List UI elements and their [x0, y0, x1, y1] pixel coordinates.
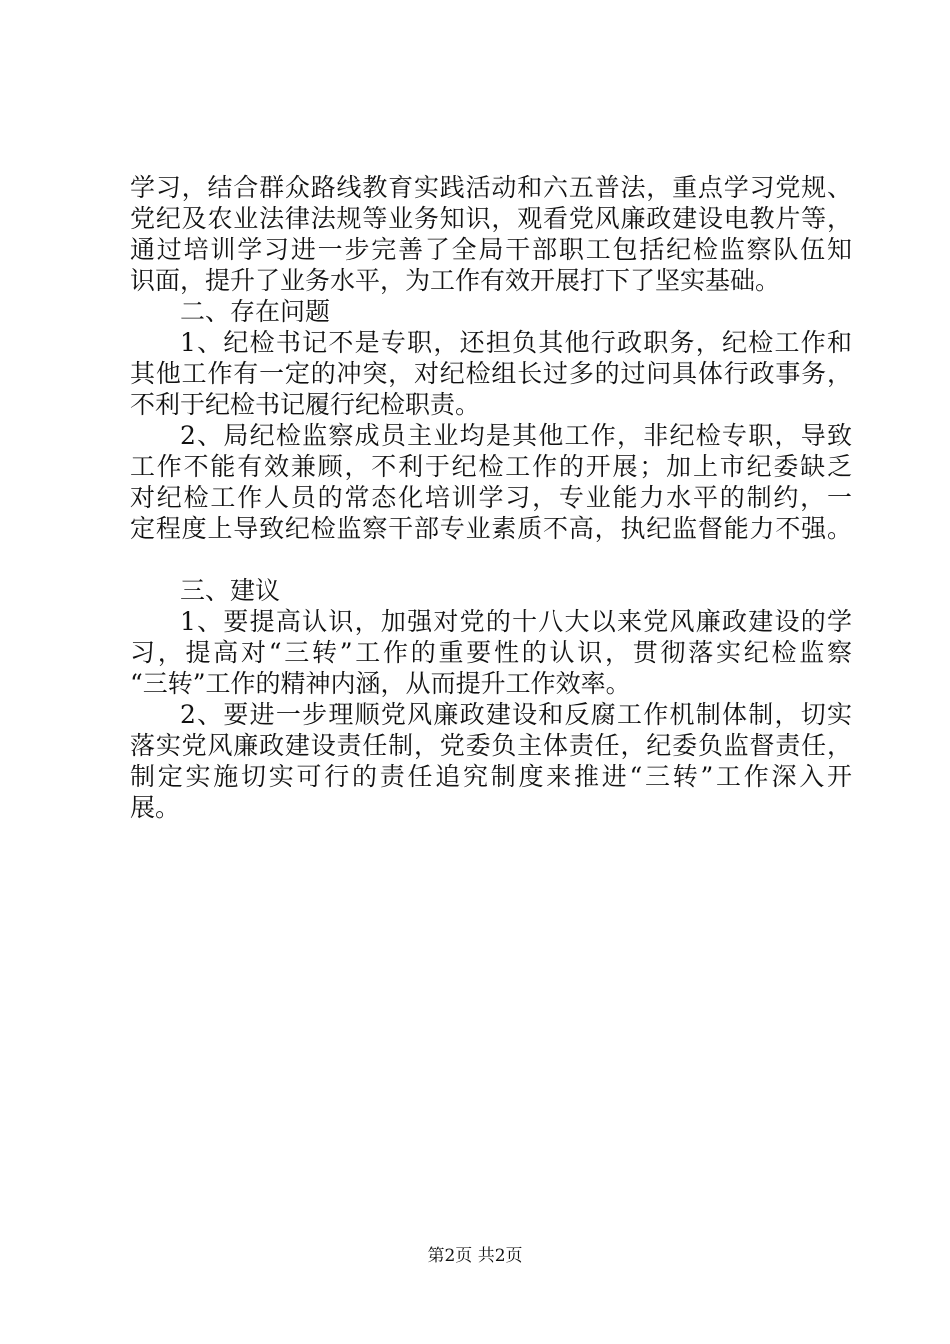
paragraph-line: 工作不能有效兼顾，不利于纪检工作的开展；加上市纪委缺乏 [130, 452, 852, 481]
blank-line [130, 544, 852, 575]
paragraph-line: 习，提高对“三转”工作的重要性的认识，贯彻落实纪检监察 [130, 638, 852, 667]
paragraph-line: “三转”工作的精神内涵，从而提升工作效率。 [130, 669, 631, 698]
section-heading-problems: 二、存在问题 [180, 297, 331, 326]
paragraph-line: 1、要提高认识，加强对党的十八大以来党风廉政建设的学 [180, 607, 852, 636]
paragraph-line: 通过培训学习进一步完善了全局干部职工包括纪检监察队伍知 [130, 235, 852, 264]
paragraph-line: 2、要进一步理顺党风廉政建设和反腐工作机制体制，切实 [180, 700, 852, 729]
paragraph-line: 定程度上导致纪检监察干部专业素质不高，执纪监督能力不强。 [130, 514, 852, 543]
paragraph-line: 学习，结合群众路线教育实践活动和六五普法，重点学习党规、 [130, 173, 852, 202]
paragraph-line: 党纪及农业法律法规等业务知识，观看党风廉政建设电教片等， [130, 204, 852, 233]
paragraph-line: 对纪检工作人员的常态化培训学习，专业能力水平的制约，一 [130, 483, 852, 512]
document-body [130, 172, 852, 823]
paragraph-line: 不利于纪检书记履行纪检职责。 [130, 390, 481, 419]
paragraph-line: 落实党风廉政建设责任制，党委负主体责任，纪委负监督责任， [130, 731, 852, 760]
paragraph-line: 制定实施切实可行的责任追究制度来推进“三转”工作深入开 [130, 762, 852, 791]
section-heading-suggestions: 三、建议 [180, 576, 281, 605]
paragraph-line: 2、局纪检监察成员主业均是其他工作，非纪检专职，导致 [180, 421, 852, 450]
paragraph-line: 1、纪检书记不是专职，还担负其他行政职务，纪检工作和 [180, 328, 852, 357]
page-number-footer: 第2页 共2页 [427, 1246, 523, 1266]
paragraph-line: 展。 [130, 793, 181, 822]
paragraph-line: 其他工作有一定的冲突，对纪检组长过多的过问具体行政事务， [130, 359, 852, 388]
paragraph-line: 识面，提升了业务水平，为工作有效开展打下了坚实基础。 [130, 266, 781, 295]
